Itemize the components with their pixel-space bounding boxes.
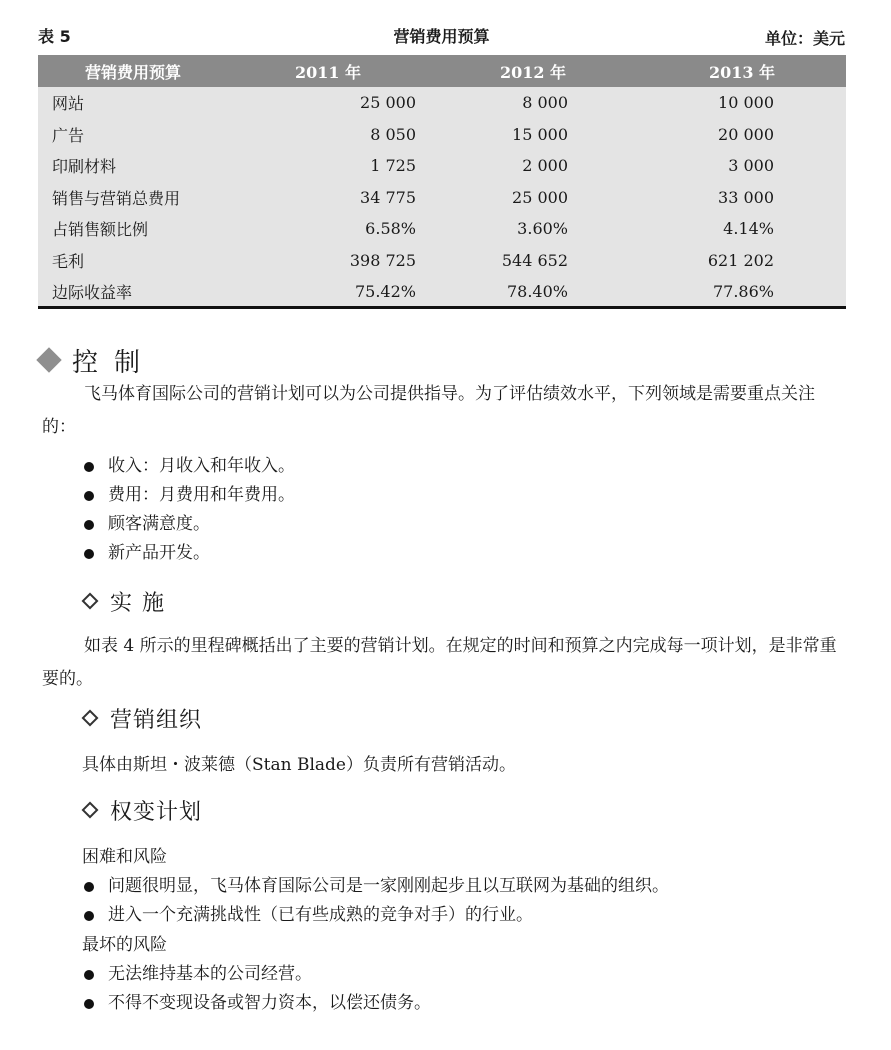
row-label: 毛利 xyxy=(52,251,85,271)
bullet-icon xyxy=(84,491,94,501)
control-heading xyxy=(40,342,156,379)
table-row xyxy=(38,87,846,119)
cell-2011: 398 725 xyxy=(349,250,416,270)
cell-2012: 15 000 xyxy=(512,124,568,144)
cell-2011: 1 725 xyxy=(370,156,416,176)
table-row xyxy=(38,213,846,245)
cell-2012: 25 000 xyxy=(512,187,568,207)
bullet-icon xyxy=(84,911,94,921)
cell-2013: 621 202 xyxy=(707,250,774,270)
list-item: 新产品开发。 xyxy=(80,539,295,568)
bullet-icon xyxy=(84,520,94,530)
cell-2013: 3 000 xyxy=(728,156,774,176)
implementation-heading-text: 实施 xyxy=(110,591,175,616)
row-label: 网站 xyxy=(52,94,85,114)
row-label: 销售与营销总费用 xyxy=(52,188,181,208)
cell-2013: 10 000 xyxy=(718,93,774,113)
filled-diamond-icon xyxy=(36,347,61,372)
cell-2011: 6.58% xyxy=(365,219,416,239)
cell-2012: 3.60% xyxy=(517,219,568,239)
table-header-row xyxy=(38,55,846,87)
header-2011: 2011 年 xyxy=(294,62,362,82)
worst-risk-label: 最坏的风险 xyxy=(82,935,167,955)
implementation-paragraph: 如表 4 所示的里程碑概括出了主要的营销计划。在规定的时间和预算之内完成每一项计划，是非常重要的。 xyxy=(42,636,837,689)
list-item: 无法维持基本的公司经营。 xyxy=(80,960,431,989)
bullet-icon xyxy=(84,970,94,980)
contingency-heading-text: 权变计划 xyxy=(110,800,203,825)
list-item: 费用：月费用和年费用。 xyxy=(80,481,295,510)
cell-2013: 20 000 xyxy=(718,124,774,144)
cell-2011: 34 775 xyxy=(360,187,416,207)
table-unit: 单位：美元 xyxy=(764,29,845,48)
header-2013: 2013 年 xyxy=(708,62,776,82)
table-caption xyxy=(38,18,845,52)
table-row xyxy=(38,150,846,182)
cell-2012: 2 000 xyxy=(522,156,568,176)
list-item: 收入：月收入和年收入。 xyxy=(80,452,295,481)
organization-heading-text: 营销组织 xyxy=(110,708,203,733)
cell-2011: 25 000 xyxy=(360,93,416,113)
list-item: 进入一个充满挑战性（已有些成熟的竞争对手）的行业。 xyxy=(80,901,669,930)
risks-bullet-list xyxy=(80,872,669,930)
control-paragraph: 飞马体育国际公司的营销计划可以为公司提供指导。为了评估绩效水平，下列领域是需要重点关注的： xyxy=(42,384,815,437)
row-label: 印刷材料 xyxy=(52,157,117,177)
outline-diamond-icon xyxy=(82,802,99,819)
table-row xyxy=(38,182,846,214)
list-item: 顾客满意度。 xyxy=(80,510,295,539)
outline-diamond-icon xyxy=(82,710,99,727)
row-label: 占销售额比例 xyxy=(52,220,149,240)
cell-2011: 75.42% xyxy=(354,281,416,301)
cell-2013: 77.86% xyxy=(712,281,774,301)
bullet-icon xyxy=(84,882,94,892)
table-number: 表 5 xyxy=(38,27,71,46)
organization-heading xyxy=(80,703,202,734)
bullet-icon xyxy=(84,462,94,472)
table-row xyxy=(38,119,846,151)
cell-2012: 8 000 xyxy=(522,93,568,113)
cell-2011: 8 050 xyxy=(370,124,416,144)
implementation-heading xyxy=(80,586,174,617)
cell-2012: 78.40% xyxy=(506,281,568,301)
organization-paragraph: 具体由斯坦・波莱德（Stan Blade）负责所有营销活动。 xyxy=(82,755,516,775)
contingency-heading xyxy=(80,795,202,826)
cell-2012: 544 652 xyxy=(501,250,568,270)
row-label: 边际收益率 xyxy=(52,282,133,302)
row-label: 广告 xyxy=(52,125,85,145)
risks-label: 困难和风险 xyxy=(82,847,167,867)
worst-risk-bullet-list xyxy=(80,960,431,1018)
bullet-icon xyxy=(84,999,94,1009)
table-row xyxy=(38,276,846,308)
control-heading-text: 控制 xyxy=(72,348,157,378)
cell-2013: 4.14% xyxy=(723,219,774,239)
header-category: 营销费用预算 xyxy=(84,62,181,82)
table-title: 营销费用预算 xyxy=(393,27,490,46)
marketing-budget-table xyxy=(38,55,846,309)
list-item: 问题很明显，飞马体育国际公司是一家刚刚起步且以互联网为基础的组织。 xyxy=(80,872,669,901)
bullet-icon xyxy=(84,549,94,559)
list-item: 不得不变现设备或智力资本，以偿还债务。 xyxy=(80,989,431,1018)
control-bullet-list xyxy=(80,452,295,568)
cell-2013: 33 000 xyxy=(718,187,774,207)
outline-diamond-icon xyxy=(82,593,99,610)
table-row xyxy=(38,245,846,277)
header-2012: 2012 年 xyxy=(499,62,567,82)
